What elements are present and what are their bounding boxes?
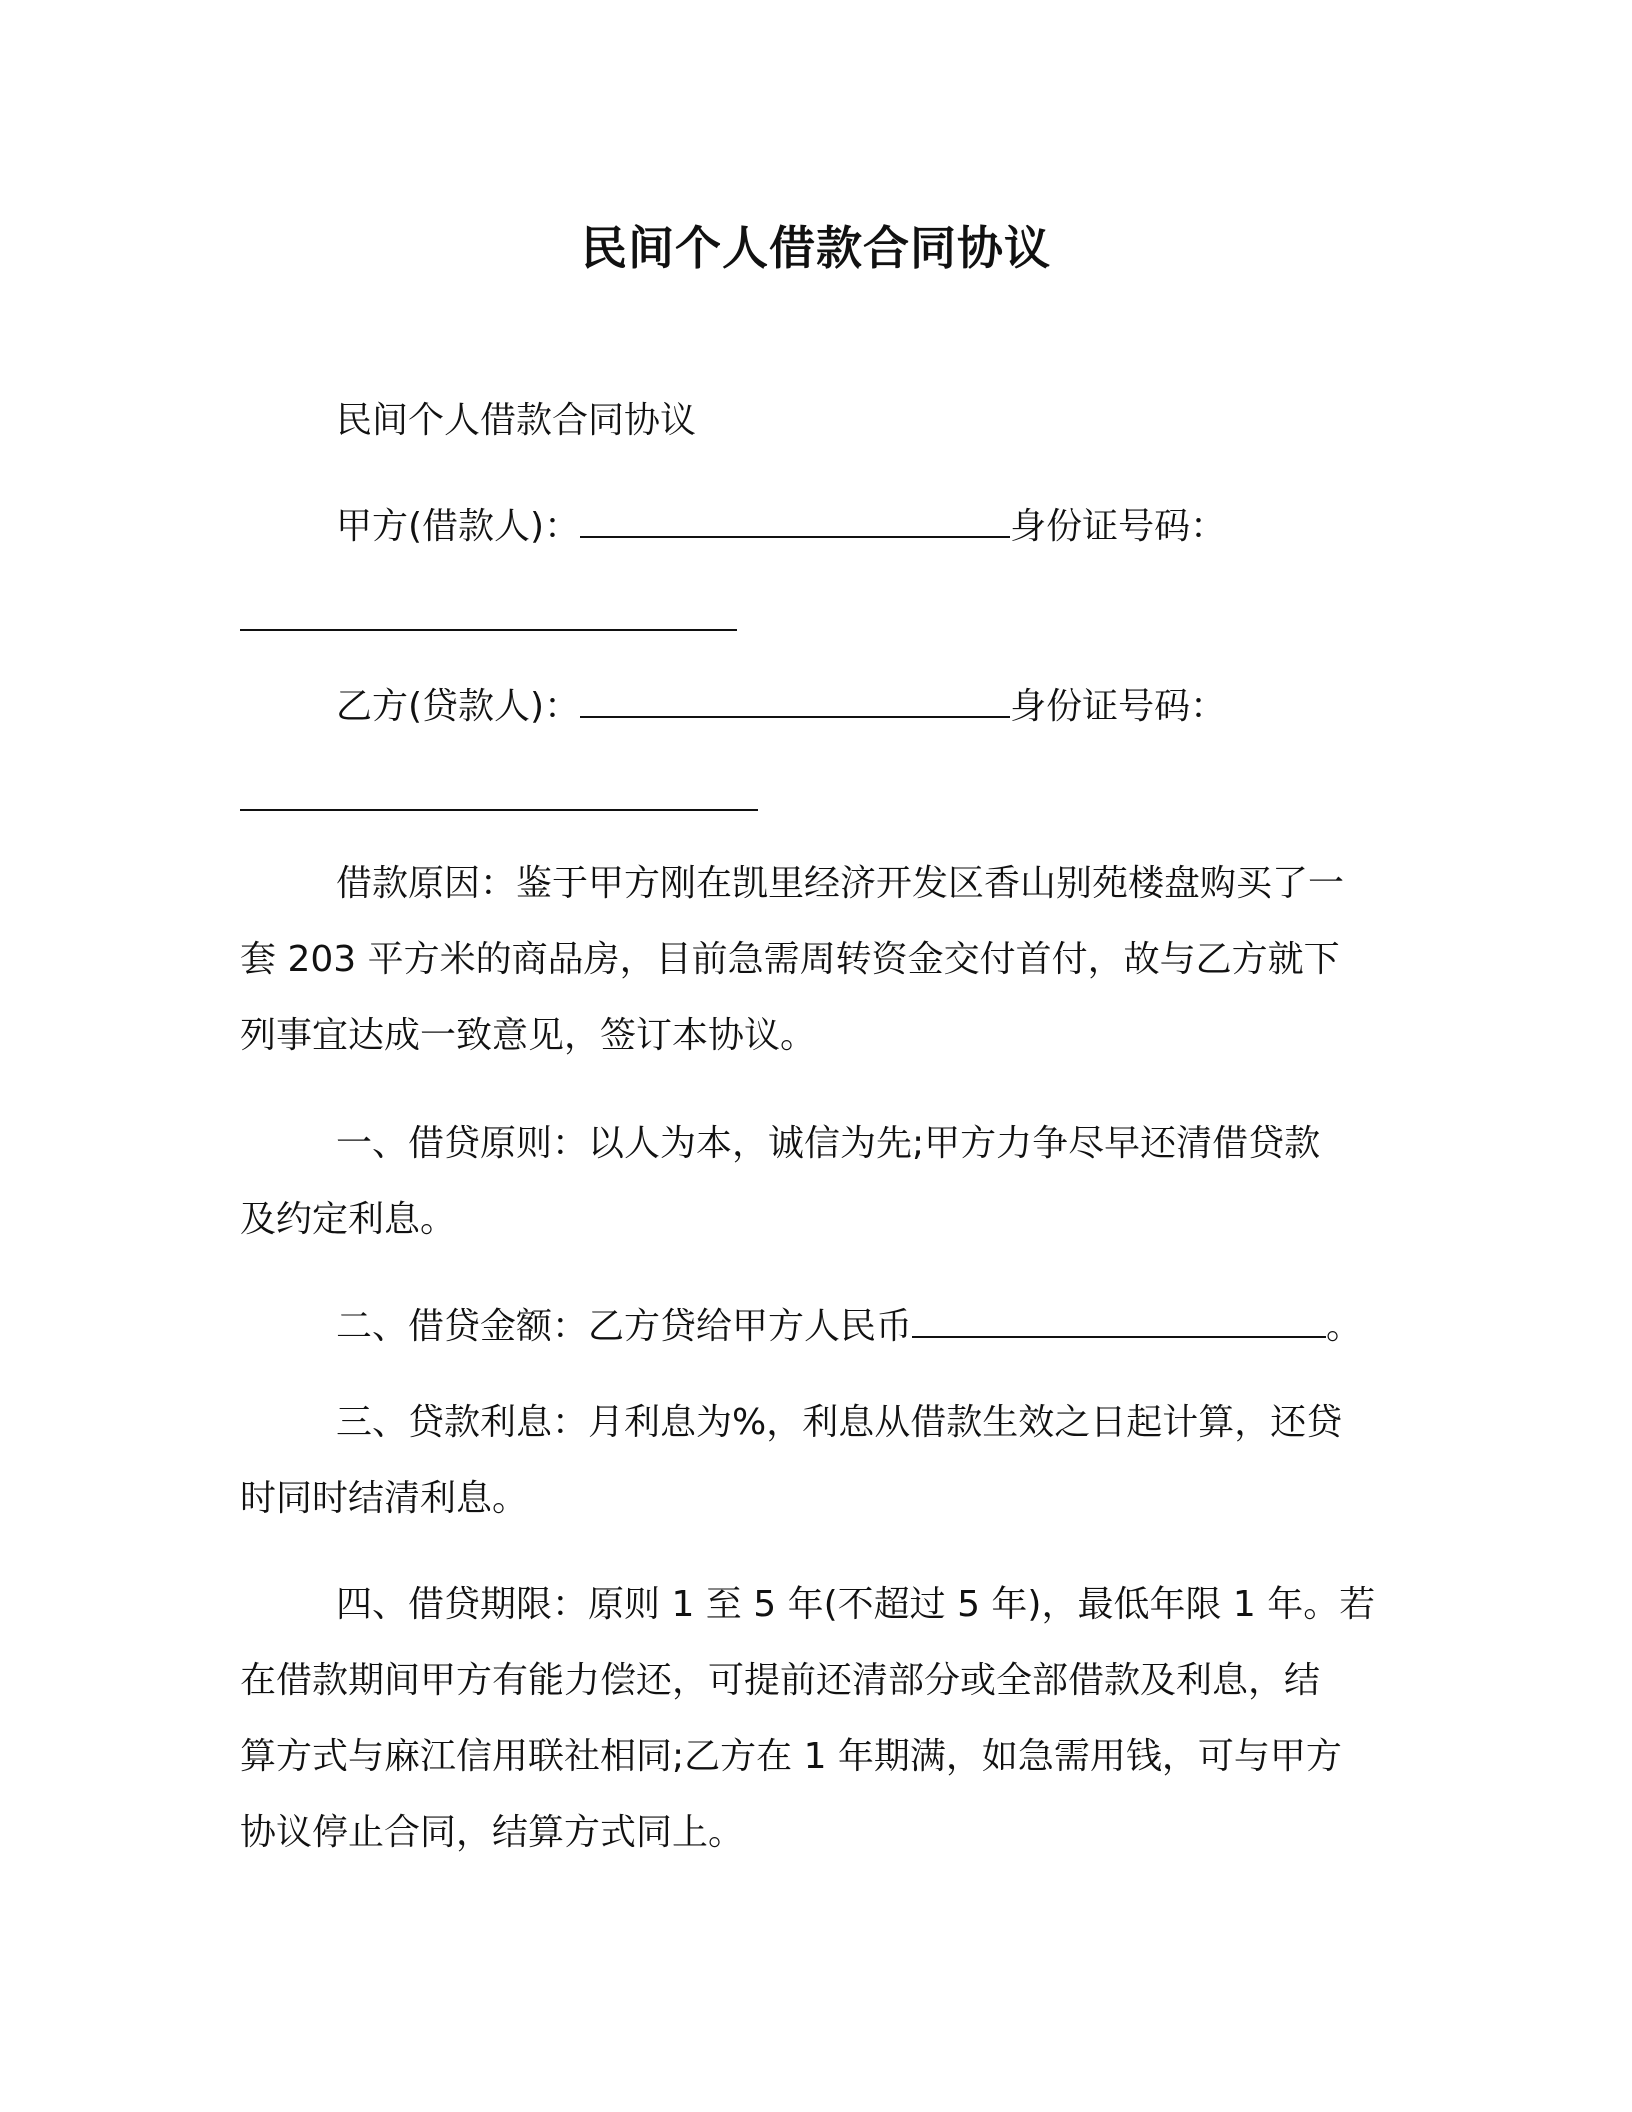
clause4-line-2: 在借款期间甲方有能力偿还，可提前还清部分或全部借款及利息，结: [240, 1660, 1321, 1701]
clause2-text: 二、借贷金额：乙方贷给甲方人民币: [336, 1306, 913, 1347]
party-a-name-blank[interactable]: [580, 506, 1010, 538]
reason-line-2: 套 203 平方米的商品房，目前急需周转资金交付首付，故与乙方就下: [240, 939, 1340, 980]
clause1-line-1: 一、借贷原则：以人为本，诚信为先;甲方力争尽早还清借贷款: [336, 1123, 1321, 1164]
reason-line-1: 借款原因：鉴于甲方刚在凯里经济开发区香山别苑楼盘购买了一: [336, 863, 1345, 904]
clause3-line-2: 时同时结清利息。: [240, 1478, 529, 1519]
clause2-end: 。: [1326, 1306, 1363, 1347]
document-title: 民间个人借款合同协议: [581, 221, 1051, 275]
clause4-line-3: 算方式与麻江信用联社相同;乙方在 1 年期满，如急需用钱，可与甲方: [240, 1736, 1342, 1777]
document-subtitle: 民间个人借款合同协议: [336, 400, 697, 441]
reason-line-3: 列事宜达成一致意见，签订本协议。: [240, 1015, 817, 1056]
party-a-label: 甲方(借款人)：: [336, 506, 581, 547]
clause2-line: [336, 1289, 1390, 1365]
party-a-line: [336, 489, 1390, 565]
clause3-line-1: 三、贷款利息：月利息为%，利息从借款生效之日起计算，还贷: [336, 1402, 1343, 1443]
party-a-id-blank[interactable]: [240, 599, 737, 631]
party-b-line: [336, 669, 1390, 745]
party-b-id-line: [240, 762, 1390, 838]
clause1-line-2: 及约定利息。: [240, 1199, 457, 1240]
party-b-label: 乙方(贷款人)：: [336, 686, 581, 727]
party-a-id-line: [240, 582, 1390, 658]
loan-amount-blank[interactable]: [912, 1306, 1326, 1338]
clause4-line-4: 协议停止合同，结算方式同上。: [240, 1812, 745, 1853]
clause4-line-1: 四、借贷期限：原则 1 至 5 年(不超过 5 年)，最低年限 1 年。若: [336, 1584, 1376, 1625]
party-b-id-label: 身份证号码：: [1010, 686, 1227, 727]
party-b-id-blank[interactable]: [240, 779, 758, 811]
party-b-name-blank[interactable]: [580, 686, 1010, 718]
party-a-id-label: 身份证号码：: [1010, 506, 1227, 547]
